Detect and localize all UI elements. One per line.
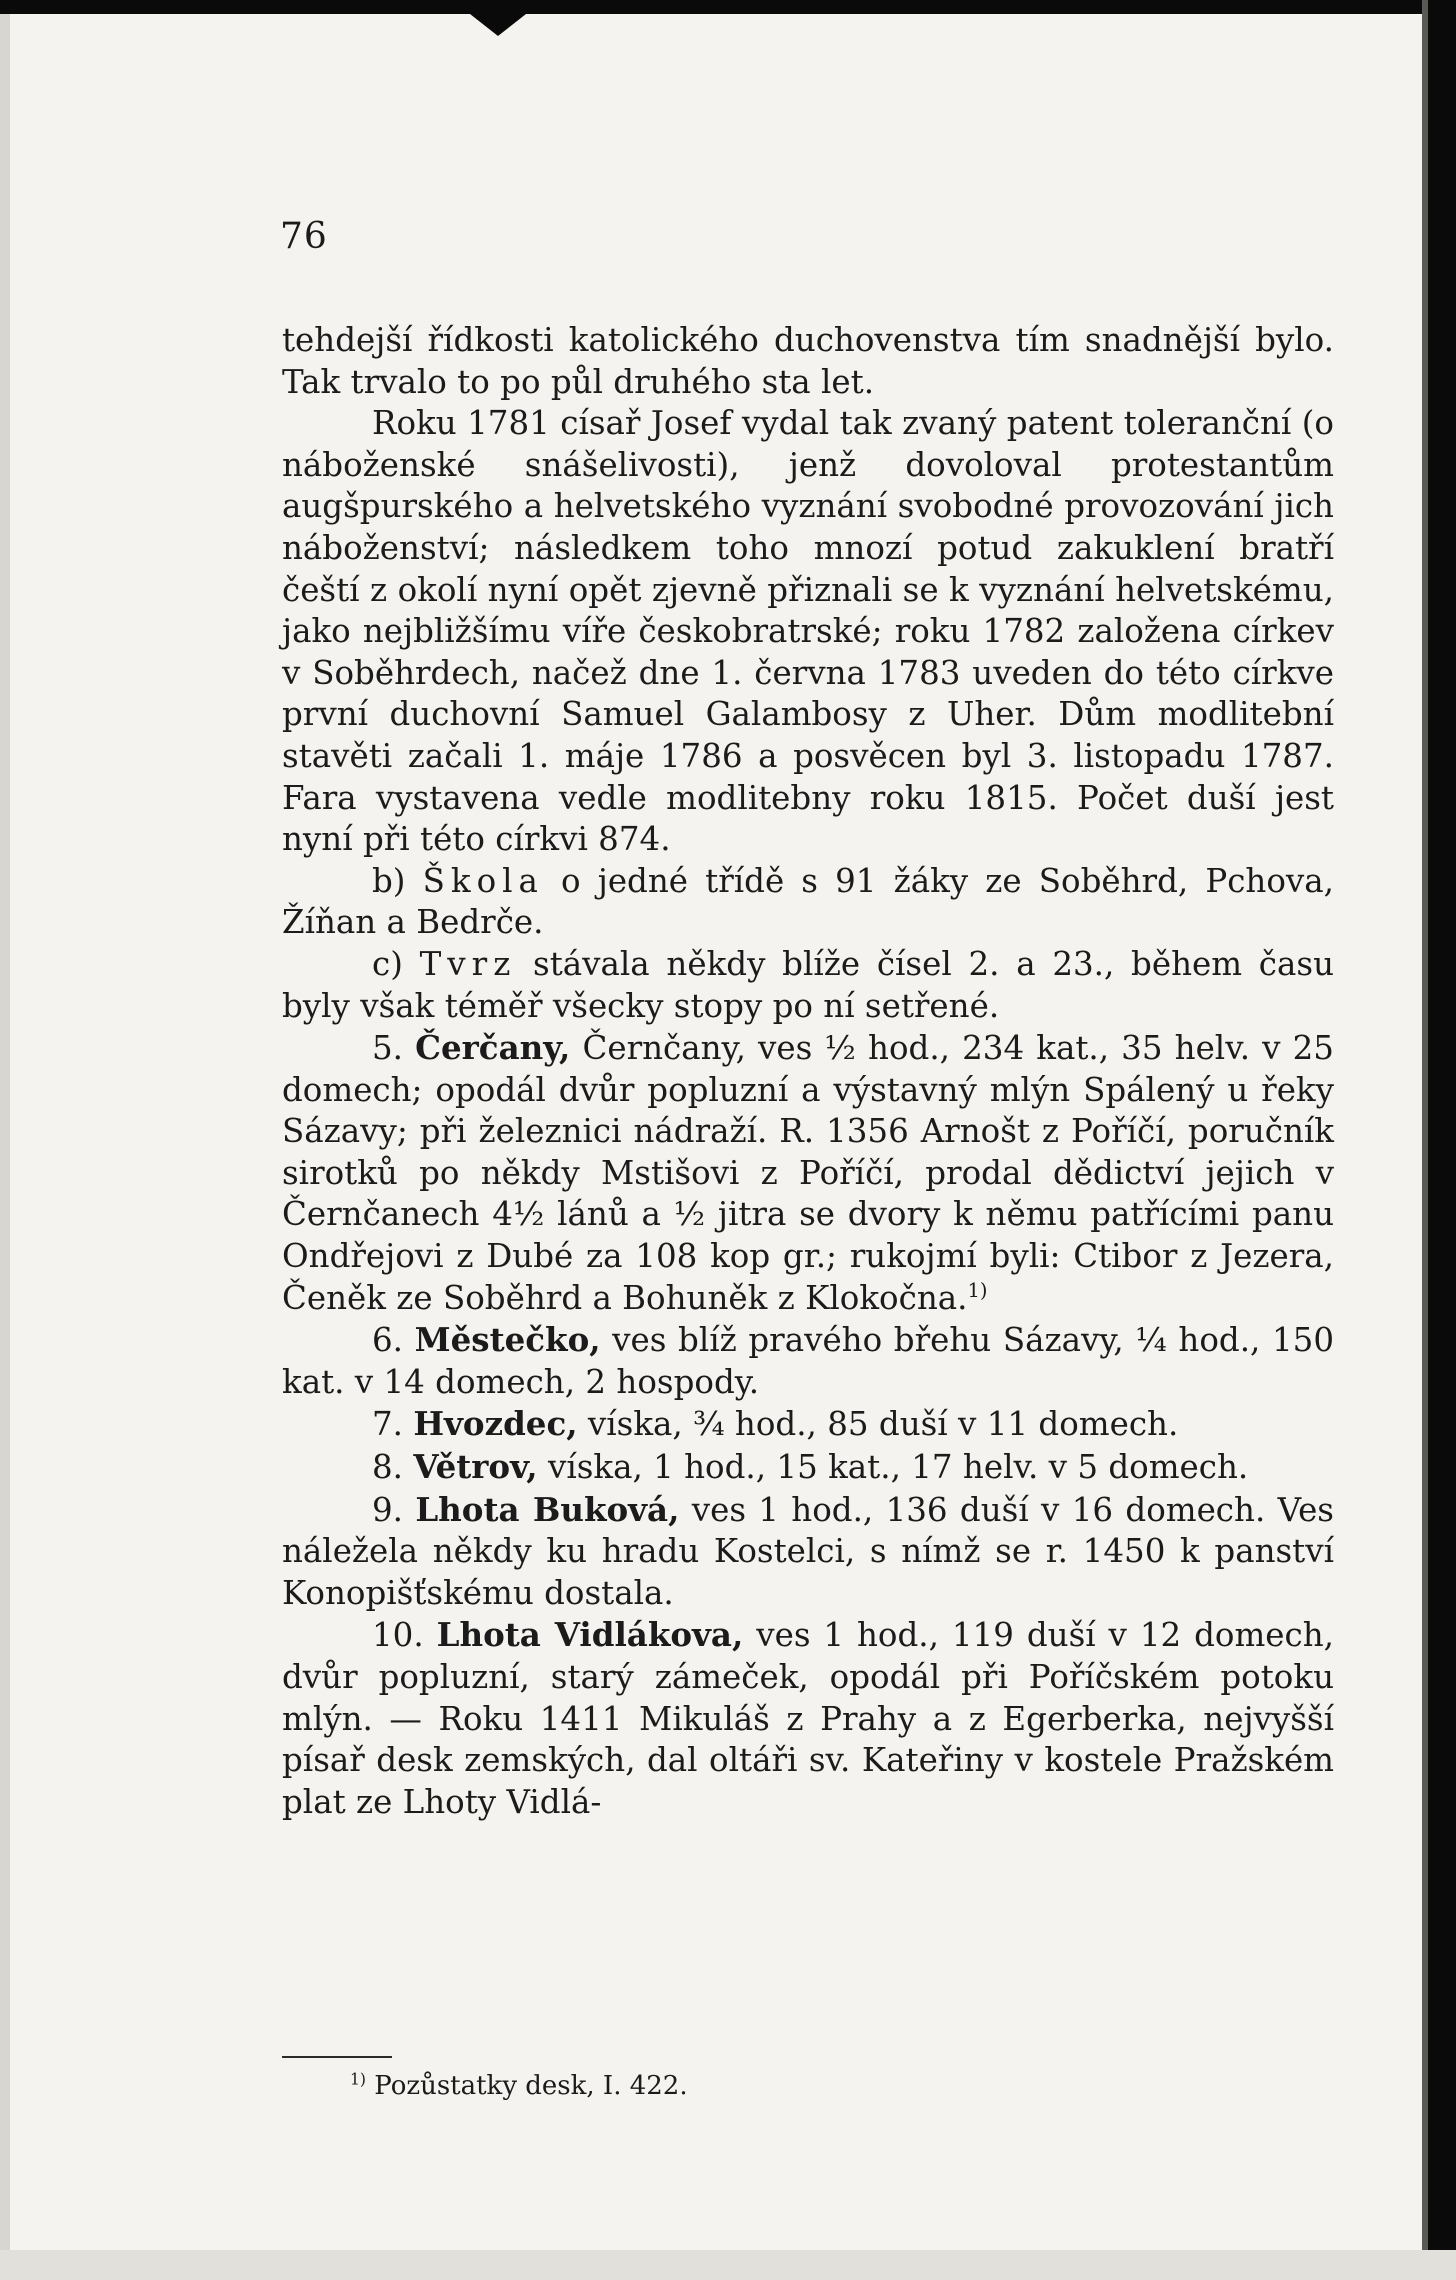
- item-letter: b): [372, 861, 423, 900]
- body-text: [282, 320, 1334, 1823]
- paragraph-cercany: [282, 1027, 1334, 1319]
- place-name-mestecko: Městečko,: [414, 1320, 601, 1360]
- paragraph-school: [282, 861, 1334, 944]
- item-number: 6.: [372, 1321, 415, 1360]
- paragraph-continuation: tehdejší řídkosti katolického duchovenstva tím snadnější bylo. Tak trvalo to po půl druhého sta let.: [282, 321, 1334, 401]
- item-text: ves blíž pravého břehu Sázavy, ¼ hod., 150 kat. v 14 domech, 2 hospody.: [282, 1321, 1334, 1401]
- footnote-mark: 1): [350, 2070, 367, 2089]
- paragraph-toleration-patent: Roku 1781 císař Josef vydal tak zvaný patent toleranční (o náboženské snášelivosti), jenž dovoloval protestantům augšpurského a helvetského vyznání svobodné provozování jich náboženství; následkem toho mnozí potud zakuklení bratří čeští z okolí nyní opět zjevně přiznali se k vyznání helvetskému, jako nejbližšímu víře českobratrské; roku 1782 založena církev v Soběhrdech, načež dne 1. června 1783 uveden do této církve první duchovní Samuel Galambosy z Uher. Dům modlitební stavěti začali 1. máje 1786 a posvěcen byl 3. listopadu 1787. Fara vystavena vedle modlitebny roku 1815. Počet duší jest nyní při této církvi 874.: [282, 404, 1334, 859]
- paragraph-lhota-bukova: [282, 1489, 1334, 1615]
- item-letter: c): [372, 944, 420, 983]
- item-term-fortress: Tvrz: [419, 944, 517, 983]
- item-text: víska, 1 hod., 15 kat., 17 helv. v 5 domech.: [537, 1448, 1249, 1487]
- place-name-hvozdec: Hvozdec,: [413, 1404, 578, 1444]
- item-number: 8.: [372, 1448, 414, 1487]
- footnote: [350, 2068, 688, 2104]
- item-number: 5.: [372, 1029, 416, 1068]
- footnote-reference: 1): [967, 1278, 988, 1302]
- item-term-school: Škola: [422, 861, 544, 900]
- item-number: 10.: [372, 1616, 437, 1655]
- place-name-lhota-vidlakova: Lhota Vidlákova,: [436, 1615, 744, 1655]
- paragraph-vetrov: [282, 1446, 1334, 1489]
- item-text: stávala někdy blíže čísel 2. a 23., během času byly však téměř všecky stopy po ní setřené.: [282, 944, 1334, 1025]
- item-text: ves 1 hod., 136 duší v 16 domech. Ves náležela někdy ku hradu Kostelci, s nímž se r. 1450 k panství Konopišťskému dostala.: [282, 1490, 1334, 1612]
- place-name-lhota-bukova: Lhota Buková,: [415, 1489, 680, 1529]
- paragraph-lhota-vidlakova: [282, 1614, 1334, 1823]
- item-text: ves 1 hod., 119 duší v 12 domech, dvůr popluzní, starý zámeček, opodál při Poříčském potoku mlýn. — Roku 1411 Mikuláš z Prahy a z Egerberka, nejvyšší písař desk zemských, dal oltáři sv. Kateřiny v kostele Pražském plat ze Lhoty Vidlá-: [282, 1616, 1334, 1821]
- page-number: 76: [280, 216, 328, 257]
- item-text: víska, ¾ hod., 85 duší v 11 domech.: [577, 1405, 1179, 1444]
- place-name-vetrov: Větrov,: [413, 1447, 538, 1487]
- paragraph-mestecko: [282, 1319, 1334, 1403]
- paragraph-fortress: [282, 944, 1334, 1027]
- footnote-text: Pozůstatky desk, I. 422.: [366, 2071, 688, 2101]
- footnote-divider: [282, 2056, 392, 2058]
- item-number: 9.: [372, 1490, 416, 1529]
- place-name-cercany: Čerčany,: [415, 1028, 571, 1068]
- item-text: Černčany, ves ½ hod., 234 kat., 35 helv. v 25 domech; opodál dvůr popluzní a výstavný mlýn Spálený u řeky Sázavy; při železnici nádraží. R. 1356 Arnošt z Poříčí, poručník sirotků po někdy Mstišovi z Poříčí, prodal dědictví jejich v Černčanech 4½ lánů a ½ jitra se dvory k němu patřícími panu Ondřejovi z Dubé za 108 kop gr.; rukojmí byli: Ctibor z Jezera, Čeněk ze Soběhrd a Bohuněk z Klokočna.: [282, 1029, 1334, 1317]
- item-text: o jedné třídě s 91 žáky ze Soběhrd, Pchova, Žíňan a Bedrče.: [282, 861, 1334, 942]
- item-number: 7.: [372, 1405, 414, 1444]
- paragraph-hvozdec: [282, 1403, 1334, 1446]
